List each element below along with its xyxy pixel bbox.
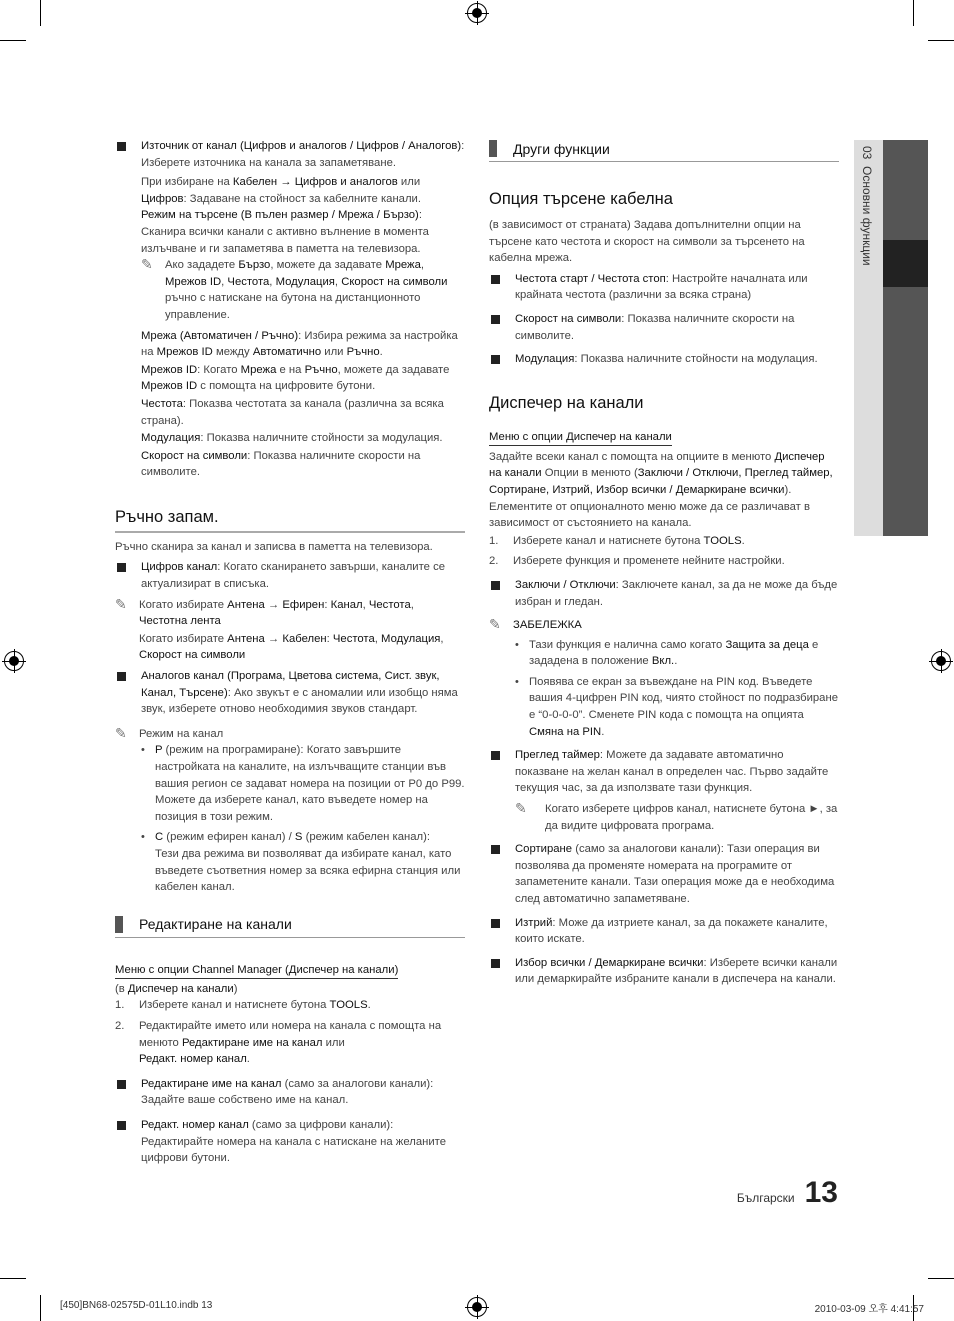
step: 2. Редактирайте името или номера на канала с помощта на менюто Редактиране име на канал или Редакт. номер канал. — [115, 1019, 442, 1066]
step: 1. Изберете канал и натиснете бутона TOOLS. — [115, 999, 371, 1012]
note: ✎ Ако зададете Бързо, можете да задавате Мрежа, Мрежов ID, Честота, Модулация, Скорост на символи ръчно с натискане на бутона на дистанционното управление. — [141, 257, 465, 323]
right-column — [489, 140, 839, 988]
note-icon: ✎ — [515, 800, 527, 817]
paragraph: Задайте всеки канал с помощта на опциите в менюто Диспечер на канали Опции в менюто (Заключи / Отключи, Преглед таймер, Сортиране, Изтрий, Избор всички / Демаркиране всички). Елементите от опционалното меню може да се различават в зависимост от състоянието на канала. — [489, 450, 833, 530]
step: 2. Изберете функция и променете нейните настройки. — [489, 555, 785, 568]
paragraph: При избиране на Кабелен → Цифров и аналогов или Цифров: Задаване на стойност за кабелните канали. — [141, 176, 422, 205]
crop-mark — [913, 0, 914, 26]
note: ✎ Режим на канал — [115, 724, 224, 741]
note-icon: ✎ — [141, 256, 153, 273]
bullet-icon — [117, 563, 126, 572]
bullet-icon — [491, 355, 500, 364]
list-item: • C (режим ефирен канал) / S (режим кабелен канал): Тези два режима ви позволяват да избирате канал, като въведете съответния номер за всяка ефирна станция или кабелен канал. — [139, 829, 465, 895]
dot-bullet-icon: • — [141, 744, 145, 757]
subsection-title: Редактиране на канали — [139, 916, 292, 933]
dot-bullet-icon: • — [515, 675, 519, 688]
print-file-info: [450]BN68-02575D-01L10.indb 13 — [60, 1300, 213, 1311]
list-item: • Тази функция е налична само когато Защита за деца е зададена в положение Вкл.. — [513, 637, 839, 670]
section-title: Опция търсене кабелна — [489, 190, 673, 208]
bullet-icon — [491, 275, 500, 284]
crop-mark — [40, 1295, 41, 1321]
list-item: Изтрий: Може да изтриете канал, за да покажете каналите, които искате. — [489, 915, 839, 948]
section-title: Ръчно запам. — [115, 507, 219, 526]
list-item: • Появява се екран за въвеждане на PIN код. Въведете вашия 4-цифрен PIN код, чиято стойност по подразбиране е “0-0-0-0”. Сменете PIN кода с помощта на опцията Смяна на PIN. — [513, 674, 839, 740]
side-tab-marker — [883, 240, 928, 287]
chapter-number: 03 — [860, 146, 874, 160]
chapter-title: Основни функции — [860, 166, 874, 266]
paragraph: (в Диспечер на канали) — [115, 982, 238, 995]
dot-bullet-icon: • — [141, 831, 145, 844]
registration-mark-icon — [4, 651, 24, 671]
list-item: Честота старт / Честота стоп: Настройте началната или крайната честота (различни за всяка страна) — [489, 271, 839, 304]
bullet-icon — [491, 919, 500, 928]
bullet-icon — [491, 315, 500, 324]
note: ✎ ЗАБЕЛЕЖКА — [489, 616, 582, 633]
list-item: • P (режим на програмиране): Когато завършите настройката на каналите, на излъчващите станции във вашия регион се задават номера на позиции от P0 до P99. Можете да изберете канал, като въведете номер на позиция в този режим. — [139, 742, 465, 825]
bullet-icon — [117, 142, 126, 151]
list-item: Скорост на символи: Показва наличните скорости на символите. — [489, 311, 839, 344]
left-column — [115, 138, 465, 1167]
paragraph: Честота: Показва честотата за канала (различна за всяка страна). — [141, 397, 444, 427]
section-title: Диспечер на канали — [489, 393, 644, 412]
crop-mark — [0, 1278, 26, 1279]
dot-bullet-icon: • — [515, 638, 519, 651]
bullet-icon — [117, 1121, 126, 1130]
bullet-icon — [491, 581, 500, 590]
bullet-icon — [491, 959, 500, 968]
list-item: Редактиране име на канал (само за аналогови канали): Задайте ваше собствено име на канал. — [115, 1076, 465, 1109]
crop-mark — [928, 1278, 954, 1279]
page-footer — [737, 1176, 838, 1210]
bullet-icon — [117, 672, 126, 681]
paragraph: Ръчно сканира за канал и записва в паметта на телевизора. — [115, 540, 433, 553]
menu-path-link: Меню с опции Channel Manager (Диспечер на канали) — [115, 963, 398, 979]
page-number: 13 — [804, 1176, 838, 1209]
list-item: Избор всички / Демаркиране всички: Изберете всички канали или демаркирайте избраните канали в диспечера на канали. — [489, 955, 839, 988]
list-item: Сортиране (само за аналогови канали): Тази операция ви позволява да променяте номерата на програмите от запаметените канали. Тази операция може да е необходима след автоматично запаметяване. — [489, 841, 839, 907]
step: 1. Изберете канал и натиснете бутона TOOLS. — [489, 534, 745, 547]
registration-mark-icon — [931, 651, 951, 671]
list-item: Преглед таймер: Можете да задавате автоматично показване на желан канал в определен час. Първо задайте текущия час, за да използвате тази функция. ✎ Когато изберете цифров канал, натиснете бутона ►, за да видите цифровата програма. — [489, 747, 839, 834]
note: ✎ Когато избирате Антена → Ефирен: Канал, Честота, Честотна лента Когато избирате Антена → Кабелен: Честота, Модулация, Скорост на символи — [115, 597, 465, 664]
list-item: Заключи / Отключи: Заключете канал, за да не може да бъде избран и гледан. — [489, 577, 839, 610]
note: ✎ Когато изберете цифров канал, натиснете бутона ►, за да видите цифровата програма. — [515, 801, 839, 834]
print-date: 2010-03-09 오후 4:41:57 — [814, 1304, 924, 1315]
subsection-heading — [489, 140, 839, 162]
subsection-heading — [115, 916, 465, 938]
subsection-title: Други функции — [513, 140, 610, 157]
bullet-icon — [491, 845, 500, 854]
paragraph: Скорост на символи: Показва наличните скорости на символите. — [141, 449, 421, 479]
paragraph: Режим на търсене (В пълен размер / Мрежа / Бързо): Сканира всички канали с активно вълнение в момента излъчване и ги запаметява в паметта на телевизора. — [141, 209, 429, 255]
side-tab-label — [860, 146, 874, 266]
note-icon: ✎ — [115, 724, 127, 741]
crop-mark — [40, 0, 41, 26]
paragraph: Мрежа (Автоматичен / Ръчно): Избира режима за настройка на Мрежов ID между Автоматично или Ръчно. — [141, 329, 458, 359]
registration-mark-icon — [467, 1297, 487, 1317]
list-item: Модулация: Показва наличните стойности на модулация. — [489, 351, 839, 368]
registration-mark-icon — [467, 3, 487, 23]
side-tab-dark — [883, 140, 928, 536]
paragraph: (в зависимост от страната) Задава допълнителни опции на търсене като честота и скорост на символи за търсенето на кабелна мрежа. — [489, 219, 805, 265]
heading-bar — [115, 916, 123, 933]
list-item: Аналогов канал (Програма, Цветова система, Сист. звук, Канал, Търсене): Ако звукът е с аномалии или изобщо няма звук, изберете отново необходимия звуков стандарт. — [115, 668, 465, 718]
bullet-icon — [491, 751, 500, 760]
list-item: Източник от канал (Цифров и аналогов / Цифров / Аналогов): Изберете източника на канала за запаметяване. — [115, 138, 465, 171]
paragraph: Модулация: Показва наличните стойности за модулация. — [141, 432, 443, 445]
note-icon: ✎ — [489, 616, 501, 633]
bullet-icon — [117, 1080, 126, 1089]
menu-path-link: Меню с опции Диспечер на канали — [489, 430, 672, 446]
list-item: Редакт. номер канал (само за цифрови канали): Редактирайте номера на канала с натискане на желаните цифрови бутони. — [115, 1117, 465, 1167]
crop-mark — [928, 40, 954, 41]
note-icon: ✎ — [115, 595, 127, 612]
heading-bar — [489, 140, 497, 157]
crop-mark — [0, 40, 26, 41]
language-label: Български — [736, 1191, 795, 1205]
paragraph: Мрежов ID: Когато Мрежа е на Ръчно, можете да задавате Мрежов ID с помощта на цифровите бутони. — [141, 363, 450, 393]
section-heading — [115, 508, 465, 533]
list-item: Цифров канал: Когато сканирането завърши, каналите се актуализират в списъка. — [115, 559, 465, 592]
